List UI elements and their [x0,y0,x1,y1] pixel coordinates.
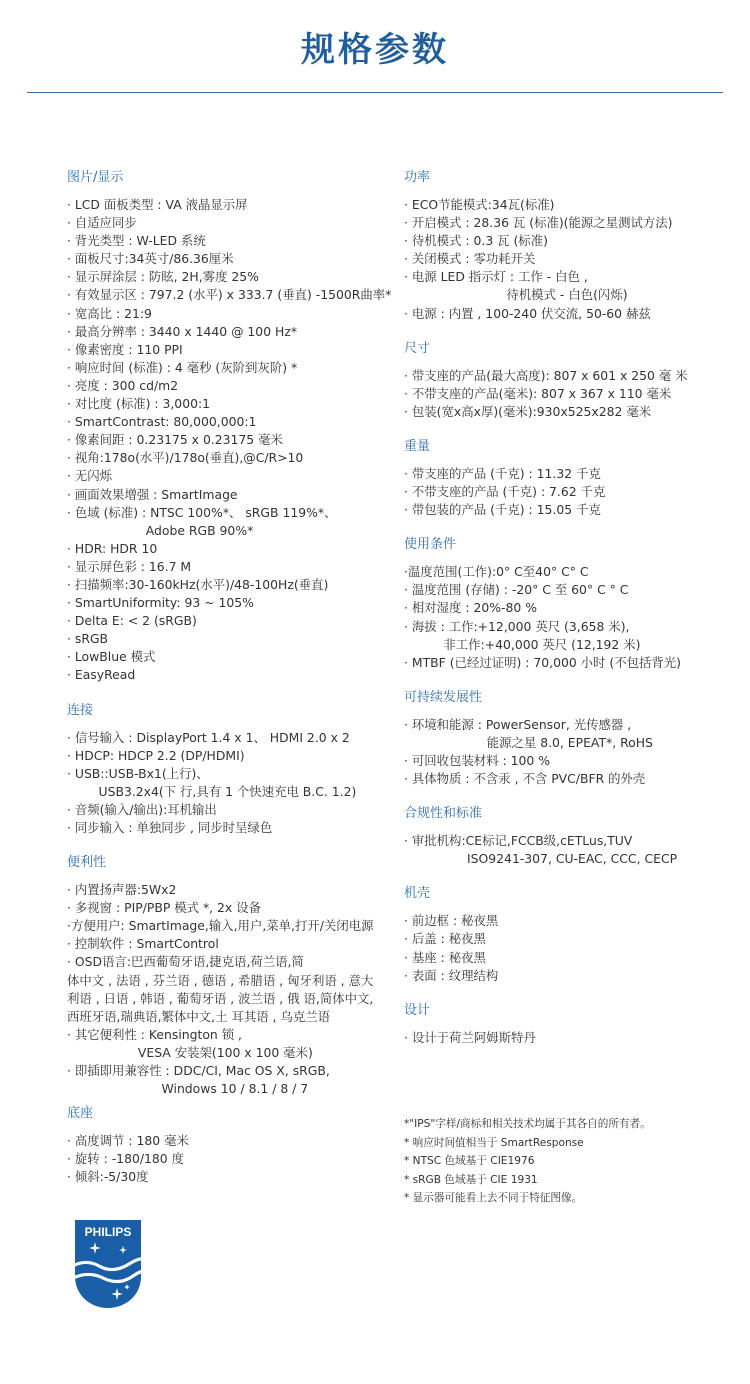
spec-item: · 审批机构:CE标记,FCCB级,cETLus,TUV [404,833,633,849]
spec-item: · 带支座的产品 (千克) : 11.32 千克 [404,465,601,481]
spec-item: · 基座 : 秘夜黑 [404,949,486,965]
spec-item: · 信号输入 : DisplayPort 1.4 x 1、 HDMI 2.0 x 2 [67,729,350,745]
spec-item: · 亮度 : 300 cd/m2 [67,377,179,393]
spec-item: · 设计于荷兰阿姆斯特丹 [404,1029,536,1045]
spec-item: · LowBlue 模式 [67,649,156,665]
spec-item: · 最高分辨率 : 3440 x 1440 @ 100 Hz* [67,323,298,339]
spec-list [67,881,397,1098]
spec-item: · 像素密度 : 110 PPI [67,341,183,357]
right-spec-section [404,1003,744,1047]
spec-item: · MTBF (已经过证明) : 70,000 小时 (不包括背光) [404,654,682,670]
section-title: 便利性 [67,855,107,871]
spec-item: · 不带支座的产品(毫米): 807 x 367 x 110 毫米 [404,385,672,401]
spec-item: · 多视窗 : PIP/PBP 模式 *, 2x 设备 [67,900,261,916]
footnote: * 显示器可能看上去不同于特征图像。 [404,1192,583,1204]
section-title: 使用条件 [404,537,457,553]
spec-item: · 开启模式 : 28.36 瓦 (标准)(能源之星测试方法) [404,215,673,231]
spec-item: · 海拔 : 工作:+12,000 英尺 (3,658 米), [404,618,630,634]
spec-item: · 具体物质 : 不含汞 , 不含 PVC/BFR 的外壳 [404,771,646,787]
brand-wordmark: PHILIPS [84,1225,132,1239]
spec-item: · 画面效果增强 : SmartImage [67,486,238,502]
spec-item: · 高度调节 : 180 毫米 [67,1133,189,1148]
left-spec-section [67,1106,189,1186]
section-title: 功率 [404,170,431,185]
spec-item: · 色域 (标准) : NTSC 100%*、 sRGB 119%*、 [67,504,337,520]
spec-item: · 电源 LED 指示灯 : 工作 - 白色 , [404,269,588,285]
section-title: 底座 [67,1106,94,1121]
page-title: 规格参数 [301,30,449,70]
section-title: 合规性和标准 [404,806,483,822]
left-spec-section [67,703,397,838]
spec-item: ·方便用户: SmartImage,输入,用户,菜单,打开/关闭电源 [67,918,374,934]
spec-item: USB3.2x4(下 行,具有 1 个快速充电 B.C. 1.2) [67,783,357,799]
spec-item: · HDCP: HDCP 2.2 (DP/HDMI) [67,747,245,763]
section-title: 设计 [404,1002,431,1018]
spec-item: · 待机模式 : 0.3 瓦 (标准) [404,233,548,249]
spec-list [404,1029,744,1047]
spec-item: ·温度范围(工作):0° C至40° C° C [404,564,589,580]
spec-list [404,716,744,788]
spec-item: · 旋转 : -180/180 度 [67,1151,184,1167]
section-title: 尺寸 [404,340,431,356]
spec-item: · 控制软件 : SmartControl [67,936,219,952]
spec-item: · 相对湿度 : 20%-80 % [404,600,537,616]
spec-item: Adobe RGB 90%* [67,522,254,538]
spec-item: · 关闭模式 : 零功耗开关 [404,251,536,267]
spec-item: · 显示屏涂层 : 防眩, 2H,雾度 25% [67,269,259,285]
spec-item: · 带支座的产品(最大高度): 807 x 601 x 250 毫 米 [404,367,688,383]
section-title: 机壳 [404,886,431,902]
spec-item: · 表面 : 纹理结构 [404,967,499,983]
spec-list [67,196,397,685]
footnote: * sRGB 色域基于 CIE 1931 [404,1173,538,1186]
spec-item: · 可回收包装材料 : 100 % [404,752,551,768]
spec-list [67,729,397,838]
spec-item: · SmartUniformity: 93 ~ 105% [67,595,254,611]
spec-item: · 内置扬声器:5Wx2 [67,882,177,898]
spec-item: · 环境和能源 : PowerSensor, 光传感器 , [404,716,632,732]
spec-item: ISO9241-307, CU-EAC, CCC, CECP [404,851,678,867]
spec-item: · sRGB [67,631,109,647]
right-spec-section [404,806,744,868]
spec-item: Windows 10 / 8.1 / 8 / 7 [67,1081,309,1097]
spec-item: · 无闪烁 [67,468,113,484]
spec-item: · USB::USB-Bx1(上行)、 [67,765,209,781]
spec-item: · 扫描频率:30-160kHz(水平)/48-100Hz(垂直) [67,576,329,592]
spec-item: 能源之星 8.0, EPEAT*, RoHS [404,734,653,750]
spec-item: 待机模式 - 白色(闪烁) [404,287,628,303]
spec-item: · 其它便利性 : Kensington 锁 , [67,1026,242,1042]
spec-item: · 背光类型 : W-LED 系统 [67,233,206,249]
left-column [67,170,397,1185]
spec-item: · 同步输入 : 单独同步 , 同步时呈绿色 [67,820,273,835]
section-title: 连接 [67,702,94,718]
spec-item: 非工作:+40,000 英尺 (12,192 米) [404,636,641,652]
spec-list [404,196,744,323]
spec-item: · EasyRead [67,667,136,683]
spec-list [404,465,744,519]
spec-item: · 自适应同步 [67,215,137,231]
right-column [404,170,744,1065]
footnote: * NTSC 色域基于 CIE1976 [404,1155,535,1167]
spec-item: · HDR: HDR 10 [67,540,158,556]
spec-item: · 前边框 : 秘夜黑 [404,913,499,929]
spec-item: · 后盖 : 秘夜黑 [404,931,486,947]
footnote: *"IPS"字样/商标和相关技术均属于其各自的所有者。 [404,1118,651,1130]
spec-list [404,563,744,672]
spec-item: · 带包装的产品 (千克) : 15.05 千克 [404,502,601,518]
spec-item: · 宽高比 : 21:9 [67,305,152,321]
spec-list [404,367,744,421]
left-spec-section [67,170,397,685]
spec-item: · OSD语言:巴西葡萄牙语,捷克语,荷兰语,简 [67,954,304,970]
spec-item: · Delta E: < 2 (sRGB) [67,613,197,629]
spec-item: · 对比度 (标准) : 3,000:1 [67,396,211,412]
spec-item: · 倾斜:-5/30度 [67,1169,149,1185]
spec-item: · 不带支座的产品 (千克) : 7.62 千克 [404,484,606,500]
spec-item: 体中文 , 法语 , 芬兰语 , 德语 , 希腊语 , 匈牙利语 , 意大 [67,972,374,988]
spec-item: · 温度范围 (存储) : -20° C 至 60° C ° C [404,582,629,598]
spec-item: 利语 , 日语 , 韩语 , 葡萄牙语 , 波兰语 , 俄 语,简体中文, [67,990,374,1006]
spec-item: · 包装(宽x高x厚)(毫米):930x525x282 毫米 [404,403,652,419]
spec-item: · ECO节能模式:34瓦(标准) [404,197,555,212]
spec-item: · LCD 面板类型 : VA 液晶显示屏 [67,197,248,212]
spec-item: VESA 安装架(100 x 100 毫米) [67,1044,313,1060]
spec-item: · 音频(输入/输出):耳机输出 [67,801,217,817]
spec-list [404,832,744,868]
right-spec-section [404,341,744,421]
section-title: 可持续发展性 [404,689,483,705]
section-title: 图片/显示 [67,170,124,185]
right-spec-section [404,439,744,519]
spec-item: · 视角:178o(水平)/178o(垂直),@C/R>10 [67,450,304,466]
spec-item: · SmartContrast: 80,000,000:1 [67,414,257,430]
spec-item: · 显示屏色彩 : 16.7 M [67,558,192,574]
philips-shield-logo [73,1218,143,1310]
spec-item: · 电源 : 内置 , 100-240 伏交流, 50-60 赫兹 [404,305,651,321]
spec-item: · 有效显示区 : 797.2 (水平) x 333.7 (垂直) -1500R曲率* [67,287,392,303]
spec-item: · 响应时间 (标准) : 4 毫秒 (灰阶到灰阶) * [67,359,298,375]
footnotes [404,1115,744,1208]
spec-list [67,1132,189,1186]
right-spec-section [404,537,744,672]
spec-item: · 面板尺寸:34英寸/86.36厘米 [67,251,234,267]
footnote: * 响应时间值相当于 SmartResponse [404,1136,584,1149]
section-title: 重量 [404,438,431,454]
right-spec-section [404,690,744,788]
spec-item: · 即插即用兼容性 : DDC/CI, Mac OS X, sRGB, [67,1063,330,1079]
left-spec-section [67,855,397,1098]
title-divider [27,92,723,93]
spec-list [404,912,744,984]
spec-item: · 像素间距 : 0.23175 x 0.23175 毫米 [67,432,283,448]
right-spec-section [404,170,744,323]
spec-item: 西班牙语,瑞典语,繁体中文,土 耳其语 , 乌克兰语 [67,1008,330,1024]
right-spec-section [404,886,744,984]
